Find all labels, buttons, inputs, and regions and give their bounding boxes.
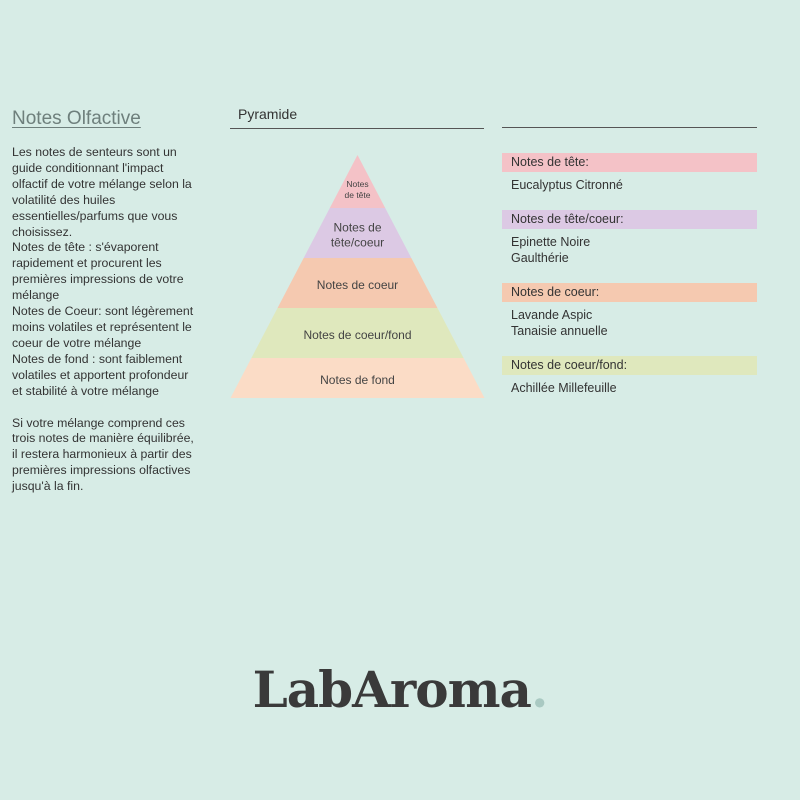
pyramid-title: Pyramide bbox=[238, 106, 298, 122]
intro-panel bbox=[12, 108, 212, 495]
pyramid-label-3: Notes de coeur bbox=[316, 278, 399, 293]
legend-item: Gaulthérie bbox=[511, 251, 569, 265]
legend-items bbox=[502, 172, 757, 193]
legend-group-title: Notes de coeur/fond: bbox=[502, 356, 757, 375]
legend-items bbox=[502, 302, 757, 339]
legend-divider bbox=[502, 127, 757, 128]
pyramid-label-1: de tête bbox=[344, 189, 371, 200]
brand-logo bbox=[0, 660, 800, 719]
legend-items bbox=[502, 375, 757, 396]
legend-item: Achillée Millefeuille bbox=[511, 381, 617, 395]
legend-group bbox=[502, 153, 757, 193]
legend-item: Eucalyptus Citronné bbox=[511, 178, 623, 192]
brand-dot: . bbox=[530, 660, 548, 719]
intro-paragraph-1: Les notes de senteurs sont un guide conditionnant l'impact olfactif de votre mélange selon la volatilité des huiles essentielles/parfums que vous choisissez. Notes de tête : s'évaporent rapidement et procurent les premières impressions de votre mélange Notes de Coeur: sont légèrement moins volatiles et représentent le coeur de votre mélange Notes de fond : sont faiblement volatiles et apportent profondeur et stabilité à votre mélange bbox=[12, 145, 194, 398]
legend-group-title: Notes de coeur: bbox=[502, 283, 757, 302]
brand-name: LabAroma bbox=[252, 660, 531, 719]
pyramid-label-1: Notes bbox=[346, 178, 369, 189]
intro-paragraph-2: Si votre mélange comprend ces trois notes de manière équilibrée, il restera harmonieux à partir des premières impressions olfactives jusqu'à la fin. bbox=[12, 415, 194, 494]
pyramid-svg bbox=[230, 155, 485, 400]
pyramid-label-2: Notes de bbox=[333, 220, 382, 235]
pyramid-header bbox=[230, 106, 484, 129]
legend-item: Lavande Aspic bbox=[511, 308, 593, 322]
intro-text bbox=[12, 145, 212, 495]
notes-legend bbox=[502, 153, 757, 413]
legend-group-title: Notes de tête: bbox=[502, 153, 757, 172]
pyramid-label-4: Notes de coeur/fond bbox=[303, 328, 412, 343]
pyramid-diagram bbox=[230, 155, 485, 400]
legend-item: Epinette Noire bbox=[511, 235, 591, 249]
legend-item: Tanaisie annuelle bbox=[511, 324, 608, 338]
legend-group bbox=[502, 283, 757, 339]
legend-items bbox=[502, 229, 757, 266]
legend-group bbox=[502, 210, 757, 266]
pyramid-label-2: tête/coeur bbox=[330, 235, 385, 250]
legend-group-title: Notes de tête/coeur: bbox=[502, 210, 757, 229]
pyramid-label-5: Notes de fond bbox=[320, 373, 395, 388]
legend-group bbox=[502, 356, 757, 396]
section-title: Notes Olfactive bbox=[12, 108, 141, 129]
